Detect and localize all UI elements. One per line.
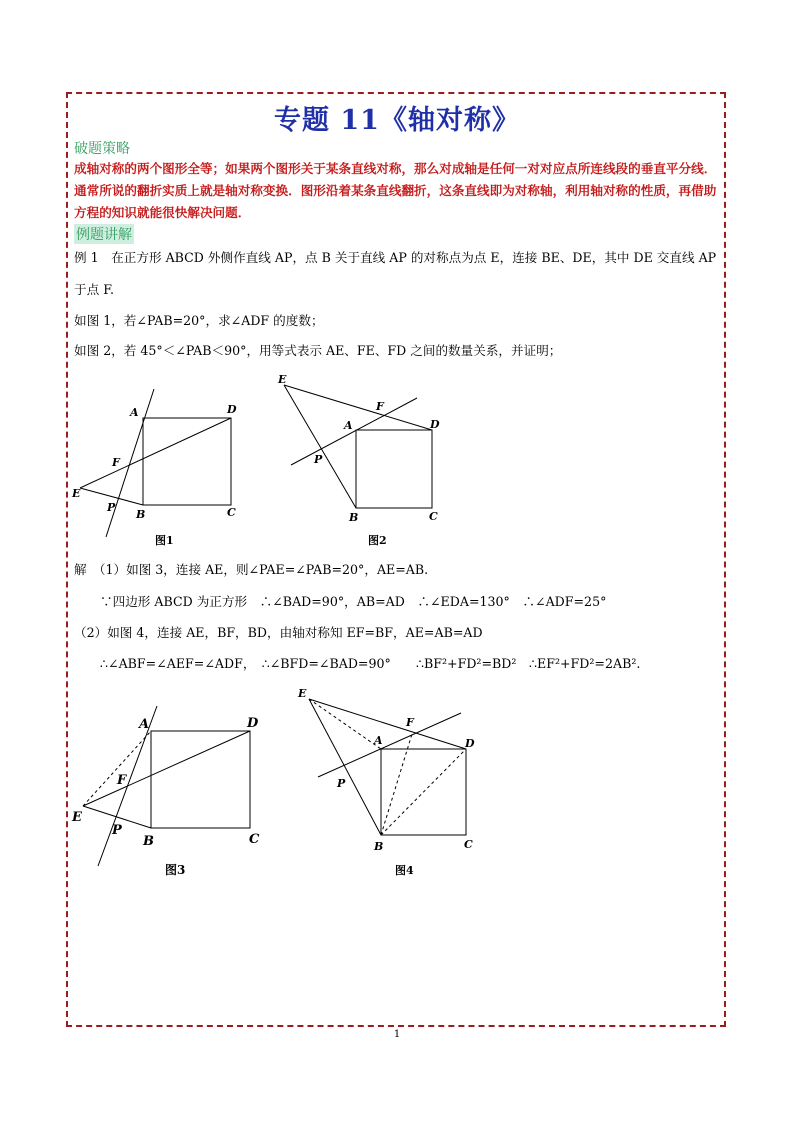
fig1-label-e: E: [72, 487, 81, 500]
fig3-line-ae: [83, 731, 151, 806]
fig2-label-f: F: [376, 400, 384, 413]
fig2-label-p: P: [314, 453, 323, 466]
fig4-label-e: E: [298, 687, 307, 700]
fig3-square: [151, 731, 250, 828]
strategy-heading: 破题策略: [74, 141, 130, 157]
fig1-label-a: A: [130, 406, 139, 419]
fig4-label-b: B: [374, 840, 384, 853]
fig1-label-p: P: [107, 501, 116, 514]
page-title: 专题 11《轴对称》: [274, 105, 520, 136]
strategy-text: 成轴对称的两个图形全等；如果两个图形关于某条直线对称，那么对成轴是任何一对对应点所连线段的垂直平分线．通常所说的翻折实质上就是轴对称变换．图形沿着某条直线翻折，这条直线即为对称轴，利用轴对称的性质，再借助方程的知识就能很快解决问题．: [74, 161, 717, 220]
fig4-label-a: A: [374, 734, 383, 747]
fig4-label-p: P: [337, 777, 346, 790]
figure-4: [309, 699, 466, 835]
fig4-line-de: [309, 699, 466, 749]
fig3-label-a: A: [139, 717, 150, 732]
fig1-label-f: F: [112, 456, 120, 469]
question-1: 如图 1，若∠PAB=20°，求∠ADF 的度数；: [74, 313, 324, 328]
fig4-caption: 图4: [395, 864, 414, 877]
solution-line-3: （2）如图 4，连接 AE，BF，BD，由轴对称知 EF=BF，AE=AB=AD: [74, 625, 483, 640]
fig4-label-c: C: [464, 838, 473, 851]
fig2-label-d: D: [430, 418, 440, 431]
solution-line-1: 解 （1）如图 3，连接 AE，则∠PAE=∠PAB=20°，AE=AB.: [74, 562, 429, 577]
fig1-label-d: D: [227, 403, 237, 416]
fig1-label-c: C: [227, 506, 236, 519]
solution-line-2: ∵四边形 ABCD 为正方形 ∴∠BAD=90°，AB=AD ∴∠EDA=130° ∴∠ADF=25°: [100, 594, 607, 609]
fig4-label-f: F: [406, 716, 414, 729]
page-number: 1: [393, 1029, 401, 1040]
fig3-caption: 图3: [165, 863, 186, 877]
fig4-line-ae: [309, 699, 381, 749]
fig2-label-b: B: [349, 511, 359, 524]
examples-heading: 例题讲解: [74, 224, 134, 244]
fig3-line-de: [83, 731, 250, 806]
fig3-label-b: B: [143, 834, 154, 849]
fig1-caption: 图1: [155, 534, 174, 547]
solution-line-4: ∴∠ABF=∠AEF=∠ADF， ∴∠BFD=∠BAD=90° ∴BF²+FD²=BD² ∴EF²+FD²=2AB².: [100, 656, 641, 671]
fig2-caption: 图2: [368, 534, 387, 547]
fig3-label-p: P: [112, 823, 122, 838]
question-2: 如图 2，若 45°＜∠PAB＜90°，用等式表示 AE、FE、FD 之间的数量关系，并证明；: [74, 343, 562, 358]
fig1-label-b: B: [136, 508, 146, 521]
fig3-label-c: C: [249, 832, 260, 847]
example-line-1: 例 1 在正方形 ABCD 外侧作直线 AP，点 B 关于直线 AP 的对称点为点 E，连接 BE、DE，其中 DE 交直线 AP: [74, 250, 717, 265]
fig3-label-d: D: [247, 716, 259, 731]
fig3-label-e: E: [72, 810, 82, 825]
figure-3: [83, 706, 250, 866]
fig4-label-d: D: [465, 737, 475, 750]
fig3-label-f: F: [117, 773, 127, 788]
fig2-label-e: E: [278, 373, 287, 386]
fig2-label-a: A: [344, 419, 353, 432]
fig4-line-be: [309, 699, 381, 835]
fig2-label-c: C: [429, 510, 438, 523]
fig4-line-ap: [318, 713, 461, 777]
example-line-2: 于点 F.: [74, 282, 114, 297]
